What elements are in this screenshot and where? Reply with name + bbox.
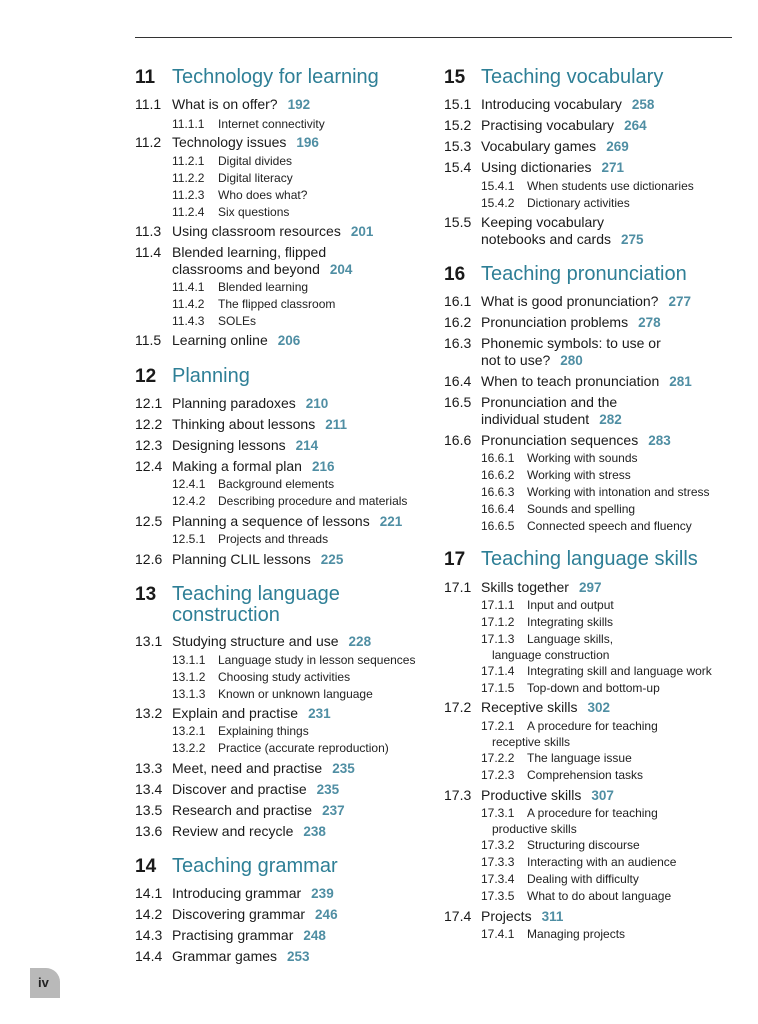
subsection-number: 11.1.1 (172, 117, 205, 131)
section-number: 11.4 (135, 244, 162, 260)
section-number: 16.1 (444, 293, 472, 309)
toc-subsection[interactable] (481, 719, 658, 733)
page-number: 283 (648, 433, 671, 448)
page-number: 307 (591, 788, 614, 803)
page-number: 248 (303, 928, 326, 943)
subsection-title: Comprehension tasks (527, 768, 644, 782)
subsection-title: Explaining things (218, 724, 309, 738)
subsection-title: Who does what? (218, 188, 308, 202)
page-number: 246 (315, 907, 338, 922)
subsection-number: 11.4.1 (172, 280, 205, 294)
toc-subsection[interactable] (172, 687, 373, 701)
subsection-number: 12.4.1 (172, 477, 206, 491)
toc-section[interactable] (135, 96, 310, 112)
subsection-number: 17.1.3 (481, 632, 515, 646)
toc-section[interactable] (135, 395, 328, 411)
subsection-number: 17.2.1 (481, 719, 515, 733)
section-number: 14.2 (135, 906, 163, 922)
chapter-title: Teaching pronunciation (481, 263, 687, 285)
toc-subsection[interactable] (172, 670, 350, 684)
section-number: 17.1 (444, 579, 472, 595)
subsection-number: 11.2.4 (172, 205, 205, 219)
toc-section-continued[interactable] (481, 352, 583, 368)
toc-section[interactable] (135, 760, 355, 776)
toc-subsection[interactable] (172, 188, 307, 202)
subsection-title: Choosing study activities (218, 670, 351, 684)
toc-section[interactable] (444, 394, 617, 410)
toc-section[interactable] (135, 906, 338, 922)
section-title: Practising vocabulary (481, 117, 615, 133)
toc-subsection[interactable] (481, 664, 712, 678)
toc-subsection[interactable] (172, 532, 328, 546)
subsection-title: Dictionary activities (527, 196, 630, 210)
subsection-number: 17.3.5 (481, 889, 515, 903)
subsection-number: 12.4.2 (172, 494, 206, 508)
subsection-number: 17.1.1 (481, 598, 515, 612)
page-number: 258 (631, 97, 655, 112)
subsection-title: The flipped classroom (218, 297, 336, 311)
chapter-number: 16 (444, 264, 466, 285)
section-title: Thinking about lessons (172, 416, 316, 432)
toc-section[interactable] (444, 159, 624, 175)
toc-subsection[interactable] (172, 117, 325, 131)
chapter-title: Teaching language (172, 583, 340, 605)
section-number: 12.1 (135, 395, 163, 411)
page-number: 282 (599, 412, 622, 427)
section-title: Pronunciation sequences (481, 432, 639, 448)
section-number: 16.5 (444, 394, 472, 410)
toc-section[interactable] (135, 705, 331, 721)
section-number: 11.3 (135, 223, 162, 239)
section-number: 17.2 (444, 699, 472, 715)
subsection-title-cont: productive skills (492, 822, 577, 836)
page-number: 281 (669, 374, 692, 389)
subsection-title: Digital divides (218, 154, 293, 168)
page-number: 214 (295, 438, 319, 453)
subsection-number: 16.6.4 (481, 502, 515, 516)
subsection-number: 17.1.4 (481, 664, 515, 678)
section-title: Technology issues (172, 134, 287, 150)
chapter-title: Teaching vocabulary (481, 66, 664, 88)
chapter-12-heading (135, 365, 250, 388)
toc-section[interactable] (135, 223, 373, 239)
subsection-title: Working with stress (527, 468, 631, 482)
section-title: Discovering grammar (172, 906, 306, 922)
page-number: 206 (277, 333, 301, 348)
section-title: Introducing grammar (172, 885, 302, 901)
section-number: 13.6 (135, 823, 163, 839)
toc-subsection[interactable] (481, 615, 613, 629)
subsection-number: 17.2.3 (481, 768, 515, 782)
subsection-number: 17.3.2 (481, 838, 515, 852)
section-title-cont: classrooms and beyond (172, 261, 320, 277)
toc-subsection[interactable] (481, 632, 613, 646)
page-folio-tab (30, 968, 60, 998)
toc-subsection[interactable] (172, 653, 415, 667)
subsection-title: Working with intonation and stress (527, 485, 710, 499)
toc-subsection[interactable] (481, 768, 643, 782)
toc-section[interactable] (444, 117, 647, 133)
page-number: 302 (587, 700, 611, 715)
subsection-title: Known or unknown language (218, 687, 373, 701)
section-number: 11.2 (135, 134, 162, 150)
section-title: Vocabulary games (481, 138, 597, 154)
page-number: 235 (316, 782, 340, 797)
toc-section[interactable] (444, 335, 661, 351)
subsection-number: 17.3.1 (481, 806, 515, 820)
subsection-title: Sounds and spelling (527, 502, 636, 516)
page-number: 221 (379, 514, 403, 529)
section-number: 12.3 (135, 437, 163, 453)
toc-subsection[interactable] (481, 179, 694, 193)
chapter-title: Technology for learning (172, 66, 379, 88)
page-number: 311 (541, 909, 564, 924)
toc-section[interactable] (444, 314, 661, 330)
toc-section[interactable] (135, 513, 402, 529)
subsection-title: Practice (accurate reproduction) (218, 741, 389, 755)
section-number: 15.2 (444, 117, 472, 133)
section-title: Skills together (481, 579, 569, 595)
page-number: 278 (638, 315, 661, 330)
chapter-number: 14 (135, 856, 157, 877)
section-number: 13.3 (135, 760, 163, 776)
subsection-title: Interacting with an audience (527, 855, 677, 869)
section-number: 16.3 (444, 335, 472, 351)
subsection-title: Internet connectivity (218, 117, 325, 131)
toc-section[interactable] (135, 551, 343, 567)
toc-subsection[interactable] (481, 889, 671, 903)
section-number: 15.5 (444, 214, 472, 230)
section-number: 13.2 (135, 705, 163, 721)
toc-subsection[interactable] (172, 477, 334, 491)
section-title-cont: not to use? (481, 352, 551, 368)
section-number: 11.1 (135, 96, 162, 112)
section-number: 13.1 (135, 633, 163, 649)
section-number: 17.3 (444, 787, 472, 803)
page-number: 211 (325, 417, 347, 432)
section-number: 15.4 (444, 159, 472, 175)
subsection-number: 11.4.3 (172, 314, 205, 328)
subsection-number: 17.2.2 (481, 751, 515, 765)
chapter-title-cont: construction (172, 604, 280, 626)
toc-section[interactable] (135, 948, 310, 964)
subsection-number: 17.4.1 (481, 927, 515, 941)
page-number: 210 (305, 396, 329, 411)
subsection-title: Six questions (218, 205, 290, 219)
subsection-number: 12.5.1 (172, 532, 206, 546)
subsection-number: 13.1.3 (172, 687, 206, 701)
section-title: Review and recycle (172, 823, 294, 839)
subsection-title: Working with sounds (527, 451, 638, 465)
subsection-number: 11.2.3 (172, 188, 205, 202)
toc-section[interactable] (135, 927, 326, 943)
page-number: 275 (620, 232, 644, 247)
section-number: 16.4 (444, 373, 472, 389)
chapter-15-heading (444, 66, 663, 89)
subsection-number: 11.2.1 (172, 154, 205, 168)
toc-subsection[interactable] (481, 838, 640, 852)
toc-subsection[interactable] (172, 280, 308, 294)
chapter-number: 15 (444, 67, 466, 88)
subsection-title: SOLEs (218, 314, 257, 328)
page-number: 237 (322, 803, 345, 818)
section-title: When to teach pronunciation (481, 373, 660, 389)
toc-subsection[interactable] (481, 806, 658, 820)
chapter-title: Teaching grammar (172, 855, 338, 877)
page-number: 269 (606, 139, 629, 154)
chapter-title: Planning (172, 365, 250, 387)
toc-section-continued[interactable] (481, 411, 622, 427)
section-number: 16.2 (444, 314, 472, 330)
toc-subsection[interactable] (481, 598, 614, 612)
subsection-number: 16.6.3 (481, 485, 515, 499)
section-number: 12.6 (135, 551, 163, 567)
subsection-title: When students use dictionaries (527, 179, 694, 193)
chapter-17-heading (444, 548, 698, 571)
toc-section-continued[interactable] (172, 261, 352, 277)
subsection-title: Managing projects (527, 927, 626, 941)
chapter-16-heading (444, 263, 687, 286)
top-rule (135, 37, 732, 38)
chapter-title: Teaching language skills (481, 548, 698, 570)
toc-section[interactable] (135, 437, 318, 453)
page-number: 297 (578, 580, 602, 595)
toc-section[interactable] (135, 244, 326, 260)
subsection-number: 16.6.2 (481, 468, 515, 482)
subsection-title: What to do about language (527, 889, 672, 903)
toc-subsection[interactable] (172, 154, 292, 168)
section-title: Planning CLIL lessons (172, 551, 311, 567)
subsection-number: 17.3.3 (481, 855, 515, 869)
section-number: 12.4 (135, 458, 163, 474)
subsection-number: 11.4.2 (172, 297, 205, 311)
toc-subsection[interactable] (481, 927, 625, 941)
section-number: 12.5 (135, 513, 163, 529)
section-title: Research and practise (172, 802, 313, 818)
subsection-title: Blended learning (218, 280, 309, 294)
toc-section[interactable] (135, 134, 319, 150)
section-title: Using classroom resources (172, 223, 341, 239)
subsection-title: Input and output (527, 598, 614, 612)
section-title: Discover and practise (172, 781, 307, 797)
subsection-title-cont: language construction (492, 648, 610, 662)
toc-subsection[interactable] (481, 519, 692, 533)
section-title: Studying structure and use (172, 633, 339, 649)
toc-subsection-continued[interactable] (492, 822, 577, 836)
toc-subsection[interactable] (172, 724, 309, 738)
subsection-number: 11.2.2 (172, 171, 205, 185)
toc-subsection[interactable] (481, 681, 660, 695)
subsection-number: 15.4.1 (481, 179, 515, 193)
section-number: 12.2 (135, 416, 163, 432)
section-title: Receptive skills (481, 699, 578, 715)
section-number: 13.4 (135, 781, 163, 797)
page-number: 192 (287, 97, 311, 112)
toc-subsection[interactable] (481, 855, 676, 869)
toc-section[interactable] (444, 432, 671, 448)
section-title: Keeping vocabulary (481, 214, 604, 230)
section-title-cont: individual student (481, 411, 590, 427)
page-number: 238 (303, 824, 326, 839)
section-title: Pronunciation problems (481, 314, 629, 330)
subsection-title: Background elements (218, 477, 335, 491)
page-number: 216 (311, 459, 335, 474)
subsection-title: Top-down and bottom-up (527, 681, 660, 695)
subsection-number: 13.1.1 (172, 653, 206, 667)
section-title: Making a formal plan (172, 458, 302, 474)
toc-subsection[interactable] (172, 494, 407, 508)
section-title: Introducing vocabulary (481, 96, 622, 112)
section-title: Blended learning, flipped (172, 244, 327, 260)
section-title: What is good pronunciation? (481, 293, 659, 309)
toc-section[interactable] (135, 633, 371, 649)
toc-section[interactable] (444, 138, 629, 154)
section-number: 16.6 (444, 432, 472, 448)
subsection-title: Connected speech and fluency (527, 519, 692, 533)
subsection-number: 13.2.1 (172, 724, 206, 738)
subsection-title: A procedure for teaching (527, 719, 658, 733)
section-title: Productive skills (481, 787, 582, 803)
toc-section[interactable] (444, 214, 604, 230)
toc-section[interactable] (444, 908, 563, 924)
toc-subsection[interactable] (172, 297, 335, 311)
subsection-number: 13.2.2 (172, 741, 206, 755)
subsection-title: Integrating skill and language work (527, 664, 712, 678)
section-title: Pronunciation and the (481, 394, 618, 410)
section-number: 14.3 (135, 927, 163, 943)
section-title: Practising grammar (172, 927, 294, 943)
chapter-number: 11 (135, 67, 156, 88)
toc-subsection[interactable] (481, 502, 635, 516)
section-title: Meet, need and practise (172, 760, 323, 776)
chapter-number: 17 (444, 549, 466, 570)
toc-subsection[interactable] (481, 751, 632, 765)
subsection-title: Language skills, (527, 632, 614, 646)
subsection-number: 13.1.2 (172, 670, 206, 684)
page-number: 225 (320, 552, 344, 567)
subsection-title-cont: receptive skills (492, 735, 571, 749)
toc-section[interactable] (135, 802, 345, 818)
subsection-title: The language issue (527, 751, 632, 765)
section-number: 15.1 (444, 96, 472, 112)
toc-section-continued[interactable] (481, 231, 644, 247)
section-number: 14.4 (135, 948, 163, 964)
subsection-number: 17.1.2 (481, 615, 515, 629)
page-number: 235 (332, 761, 355, 776)
toc-section[interactable] (444, 293, 691, 309)
section-title-cont: notebooks and cards (481, 231, 611, 247)
subsection-number: 15.4.2 (481, 196, 515, 210)
subsection-number: 17.1.5 (481, 681, 515, 695)
page-number: 228 (348, 634, 372, 649)
toc-section[interactable] (444, 96, 654, 112)
chapter-14-heading (135, 855, 338, 878)
page-number: 204 (329, 262, 353, 277)
toc-section[interactable] (444, 373, 692, 389)
toc-section[interactable] (444, 699, 610, 715)
page-number: 201 (350, 224, 374, 239)
section-number: 11.5 (135, 332, 162, 348)
page-number: 264 (624, 118, 647, 133)
subsection-number: 16.6.1 (481, 451, 515, 465)
section-title: Explain and practise (172, 705, 299, 721)
subsection-title: A procedure for teaching (527, 806, 658, 820)
section-title: Using dictionaries (481, 159, 592, 175)
page-number: 239 (311, 886, 334, 901)
subsection-number: 16.6.5 (481, 519, 515, 533)
toc-subsection[interactable] (172, 171, 293, 185)
section-number: 17.4 (444, 908, 472, 924)
section-title: Learning online (172, 332, 268, 348)
subsection-title: Structuring discourse (527, 838, 640, 852)
subsection-title: Dealing with difficulty (527, 872, 639, 886)
toc-section[interactable] (135, 781, 339, 797)
section-number: 13.5 (135, 802, 163, 818)
toc-subsection[interactable] (172, 741, 389, 755)
chapter-number: 12 (135, 366, 157, 387)
section-title: Grammar games (172, 948, 278, 964)
toc-section[interactable] (135, 885, 334, 901)
toc-subsection-continued[interactable] (492, 735, 570, 749)
page-number: 253 (287, 949, 310, 964)
toc-section[interactable] (135, 332, 300, 348)
toc-subsection[interactable] (172, 205, 289, 219)
toc-section[interactable] (444, 787, 614, 803)
section-title: Phonemic symbols: to use or (481, 335, 661, 351)
section-number: 14.1 (135, 885, 163, 901)
chapter-11-heading (135, 66, 379, 89)
toc-subsection[interactable] (481, 196, 630, 210)
section-title: Planning a sequence of lessons (172, 513, 370, 529)
subsection-title: Projects and threads (218, 532, 329, 546)
toc-subsection[interactable] (481, 468, 631, 482)
section-title: Designing lessons (172, 437, 286, 453)
toc-subsection[interactable] (481, 872, 639, 886)
chapter-number: 13 (135, 584, 157, 605)
page-number: 231 (308, 706, 331, 721)
toc-section[interactable] (135, 458, 334, 474)
toc-section[interactable] (135, 823, 326, 839)
subsection-title: Language study in lesson sequences (218, 653, 416, 667)
subsection-title: Digital literacy (218, 171, 293, 185)
page-folio-number: iv (38, 975, 49, 990)
page-number: 196 (296, 135, 319, 150)
subsection-number: 17.3.4 (481, 872, 515, 886)
section-number: 15.3 (444, 138, 472, 154)
chapter-13-heading (135, 583, 340, 631)
toc-subsection[interactable] (172, 314, 256, 328)
subsection-title: Describing procedure and materials (218, 494, 408, 508)
toc-subsection[interactable] (481, 451, 638, 465)
section-title: What is on offer? (172, 96, 278, 112)
toc-subsection[interactable] (481, 485, 710, 499)
page-number: 277 (668, 294, 691, 309)
section-title: Projects (481, 908, 532, 924)
toc-section[interactable] (444, 579, 601, 595)
page-number: 280 (560, 353, 583, 368)
subsection-title: Integrating skills (527, 615, 614, 629)
toc-subsection-continued[interactable] (492, 648, 609, 662)
page-number: 271 (601, 160, 625, 175)
section-title: Planning paradoxes (172, 395, 296, 411)
toc-section[interactable] (135, 416, 347, 432)
